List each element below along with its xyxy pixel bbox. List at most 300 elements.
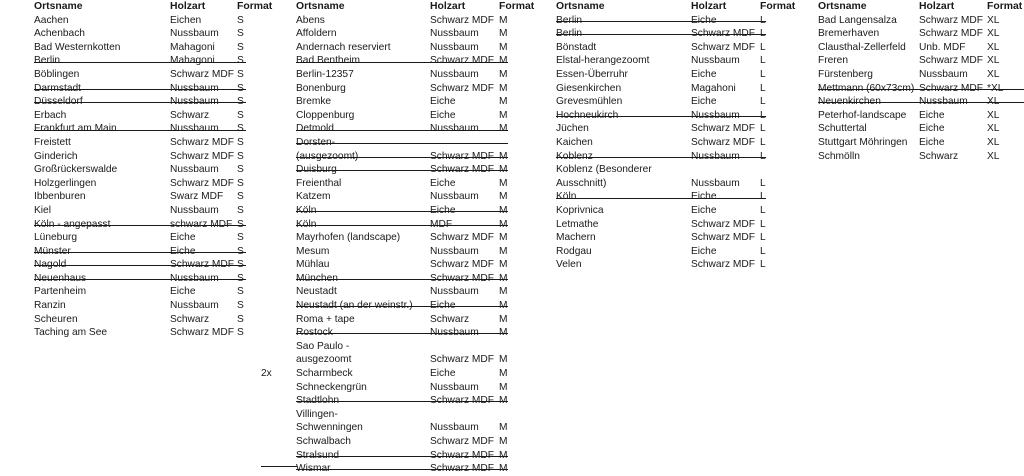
cell-ortsname: München — [296, 272, 338, 284]
cell-format: S — [237, 150, 244, 162]
table-row — [556, 27, 766, 41]
table-row — [296, 177, 508, 191]
header-ortsname: Ortsname — [556, 1, 605, 12]
cell-ortsname: Frankfurt am Main — [34, 123, 117, 135]
cell-ortsname: Mettmann (60x73cm) — [818, 82, 915, 94]
table-row — [296, 299, 508, 313]
table-row — [296, 394, 508, 408]
table-xl-format — [818, 0, 1024, 163]
cell-ortsname: Bad Bentheim — [296, 55, 360, 67]
cell-ortsname: Kiel — [34, 204, 51, 216]
cell-ortsname: Giesenkirchen — [556, 82, 622, 94]
cell-holzart: Schwarz MDF — [430, 150, 494, 162]
cell-holzart: Nussbaum — [430, 245, 479, 257]
cell-format: L — [760, 136, 766, 148]
table-row — [34, 177, 246, 191]
table-row — [296, 421, 508, 435]
cell-holzart: Eiche — [919, 109, 945, 121]
cell-format: M — [499, 41, 508, 53]
table-row — [818, 122, 1024, 136]
cell-format: S — [237, 82, 244, 94]
cell-holzart: Schwarz MDF — [430, 354, 494, 366]
table-row — [818, 150, 1024, 164]
table-row — [296, 54, 508, 68]
cell-holzart: Schwarz MDF — [919, 55, 983, 67]
cell-holzart: Nussbaum — [691, 150, 740, 162]
cell-holzart: Schwarz MDF — [170, 177, 234, 189]
cell-ortsname: Düsseldorf — [34, 96, 83, 108]
cell-holzart: schwarz MDF — [170, 218, 233, 230]
cell-format: S — [237, 123, 244, 135]
cell-holzart: Eiche — [430, 204, 456, 216]
table-row — [818, 68, 1024, 82]
cell-ortsname: Freistett — [34, 136, 71, 148]
cell-format: M — [499, 123, 508, 135]
cell-ortsname: Kaichen — [556, 136, 593, 148]
table-row — [296, 435, 508, 449]
cell-ortsname: Köln - angepasst — [34, 218, 111, 230]
cell-holzart: Schwarz MDF — [430, 436, 494, 447]
cell-format: S — [237, 204, 244, 216]
table-header — [34, 0, 273, 14]
cell-ortsname: Scheuren — [34, 313, 78, 325]
cell-ortsname: Köln — [296, 218, 317, 230]
cell-ortsname: Stralsund — [296, 449, 340, 461]
cell-format: L — [760, 14, 766, 26]
cell-ortsname: Stadtlohn — [296, 395, 340, 407]
header-ortsname: Ortsname — [296, 1, 345, 12]
cell-format: XL — [987, 68, 1000, 80]
table-row — [556, 190, 766, 204]
cell-holzart: Nussbaum — [170, 82, 219, 94]
table-row — [818, 54, 1024, 68]
cell-format: M — [499, 96, 508, 108]
cell-holzart: Eiche — [170, 232, 196, 244]
cell-ortsname: Bremerhaven — [818, 28, 880, 40]
table-row — [296, 68, 508, 82]
table-row — [556, 150, 766, 164]
cell-format: L — [760, 55, 766, 67]
cell-holzart: Eichen — [170, 14, 202, 26]
table-row — [296, 190, 508, 204]
cell-holzart: Eiche — [691, 96, 717, 108]
table-row — [556, 231, 766, 245]
cell-format: M — [499, 150, 508, 162]
table-row — [818, 14, 1024, 28]
cell-format: L — [760, 41, 766, 53]
table-row — [34, 109, 246, 123]
cell-format: S — [237, 55, 244, 67]
cell-holzart: Eiche — [919, 123, 945, 135]
header-format: Format — [499, 1, 535, 12]
cell-ortsname: Lüneburg — [34, 232, 78, 244]
table-row — [556, 258, 766, 272]
cell-ortsname: Ranzin — [34, 300, 66, 312]
cell-format: XL — [987, 109, 1000, 121]
cell-holzart: Nussbaum — [170, 300, 219, 312]
table-row — [556, 41, 766, 55]
table-row — [296, 272, 508, 286]
cell-format: S — [237, 218, 244, 230]
cell-format: L — [760, 82, 766, 94]
cell-ortsname: (ausgezoomt) — [296, 150, 359, 162]
cell-format: M — [499, 381, 508, 393]
strike-line-extension — [261, 466, 297, 467]
cell-ortsname: Koprivnica — [556, 204, 604, 216]
cell-ortsname: Dorsten- — [296, 136, 336, 148]
table-row — [34, 285, 246, 299]
cell-format: L — [760, 28, 766, 40]
cell-format: S — [237, 41, 244, 53]
header-holzart: Holzart — [430, 1, 466, 12]
cell-holzart: Schwarz — [430, 313, 470, 325]
cell-holzart: Nussbaum — [170, 123, 219, 135]
table-row — [34, 272, 246, 286]
table-row — [818, 27, 1024, 41]
cell-ortsname: Neuenhaus — [34, 272, 87, 284]
cell-holzart: Schwarz MDF — [919, 82, 983, 94]
cell-holzart: Eiche — [919, 136, 945, 148]
table-row — [34, 163, 246, 177]
table-row — [556, 163, 766, 177]
table-row — [296, 258, 508, 272]
cell-holzart: Schwarz MDF — [430, 55, 494, 67]
cell-format: S — [237, 232, 244, 244]
cell-ortsname: Berlin-12357 — [296, 68, 354, 80]
cell-holzart: Nussbaum — [430, 191, 479, 203]
table-row — [556, 218, 766, 232]
cell-holzart: Schwarz — [170, 109, 210, 121]
cell-format: M — [499, 82, 508, 94]
cell-holzart: Eiche — [691, 191, 717, 203]
cell-holzart: Schwarz MDF — [170, 259, 234, 271]
table-row — [34, 204, 246, 218]
cell-holzart: Eiche — [691, 68, 717, 80]
cell-format: M — [499, 272, 508, 284]
cell-ortsname: Münster — [34, 245, 71, 257]
table-row — [296, 14, 508, 28]
cell-ortsname: Roma + tape — [296, 313, 355, 325]
cell-ortsname: Mühlau — [296, 259, 330, 271]
cell-holzart: Unb. MDF — [919, 41, 966, 53]
cell-format: M — [499, 422, 508, 434]
cell-holzart: Nussbaum — [170, 204, 219, 216]
cell-holzart: Schwarz MDF — [430, 259, 494, 271]
cell-format: M — [499, 449, 508, 461]
cell-format: M — [499, 218, 508, 230]
cell-ortsname: Freienthal — [296, 177, 342, 189]
cell-holzart: Schwarz MDF — [919, 28, 983, 40]
table-row — [34, 313, 246, 327]
cell-ortsname: Rodgau — [556, 245, 592, 257]
cell-format: M — [499, 300, 508, 312]
cell-holzart: Schwarz — [919, 150, 959, 162]
cell-holzart: Eiche — [430, 109, 456, 121]
table-row — [34, 326, 246, 340]
table-row — [296, 41, 508, 55]
cell-holzart: Nussbaum — [170, 272, 219, 284]
cell-holzart: Eiche — [691, 14, 717, 26]
cell-ortsname: Freren — [818, 55, 849, 67]
cell-format: M — [499, 245, 508, 257]
cell-format: L — [760, 191, 766, 203]
cell-holzart: Eiche — [430, 177, 456, 189]
cell-ortsname: Taching am See — [34, 327, 108, 339]
table-row — [818, 41, 1024, 55]
cell-holzart: Nussbaum — [430, 381, 479, 393]
cell-ortsname: Bremke — [296, 96, 332, 108]
table-row — [34, 14, 246, 28]
cell-ortsname: Grevesmühlen — [556, 96, 623, 108]
cell-format: M — [499, 368, 508, 380]
cell-ortsname: Cloppenburg — [296, 109, 355, 121]
cell-format: L — [760, 123, 766, 135]
cell-holzart: Mahagoni — [170, 41, 215, 53]
header-ortsname: Ortsname — [34, 1, 83, 12]
cell-ortsname: Rostock — [296, 327, 333, 339]
cell-holzart: Mahagoni — [170, 55, 215, 67]
cell-format: M — [499, 109, 508, 121]
table-row — [556, 245, 766, 259]
cell-format: L — [760, 150, 766, 162]
table-row — [296, 163, 508, 177]
cell-holzart: MDF — [430, 218, 453, 230]
cell-holzart: Schwarz MDF — [691, 232, 755, 244]
cell-format: L — [760, 232, 766, 244]
cell-format: L — [760, 68, 766, 80]
cell-format: S — [237, 28, 244, 40]
table-row — [34, 258, 246, 272]
table-row — [556, 136, 766, 150]
cell-format: M — [499, 164, 508, 176]
cell-format: S — [237, 14, 244, 26]
cell-ortsname: Ausschnitt) — [556, 177, 607, 189]
cell-ortsname: Böblingen — [34, 68, 80, 80]
cell-format: M — [499, 177, 508, 189]
table-row — [34, 299, 246, 313]
cell-ortsname: Essen-Überruhr — [556, 68, 628, 80]
header-holzart: Holzart — [170, 1, 206, 12]
cell-format: M — [499, 395, 508, 407]
cell-format: L — [760, 177, 766, 189]
cell-format: XL — [987, 150, 1000, 162]
cell-ortsname: Großrückerswalde — [34, 164, 118, 176]
header-format: Format — [987, 1, 1023, 12]
cell-ortsname: Bönstadt — [556, 41, 597, 53]
cell-holzart: Eiche — [691, 245, 717, 257]
table-row — [34, 82, 246, 96]
cell-format: L — [760, 109, 766, 121]
table-row — [296, 381, 508, 395]
cell-ortsname: ausgezoomt — [296, 354, 352, 366]
cell-holzart: Schwarz MDF — [170, 150, 234, 162]
cell-holzart: Eiche — [170, 286, 196, 298]
cell-ortsname: Hochneukirch — [556, 109, 619, 121]
cell-ortsname: Villingen- — [296, 408, 338, 420]
cell-ortsname: Machern — [556, 232, 596, 244]
cell-ortsname: Berlin — [556, 28, 583, 40]
cell-ortsname: Fürstenberg — [818, 68, 873, 80]
cell-holzart: Nussbaum — [430, 123, 479, 135]
cell-ortsname: Scharmbeck — [296, 368, 353, 380]
cell-ortsname: Mesum — [296, 245, 330, 257]
cell-ortsname: Holzgerlingen — [34, 177, 97, 189]
cell-ortsname: Abens — [296, 14, 325, 26]
cell-ortsname: Koblenz (Besonderer — [556, 164, 652, 176]
cell-holzart: Schwarz MDF — [691, 259, 755, 271]
table-row — [296, 408, 508, 422]
cell-format: M — [499, 313, 508, 325]
cell-format: L — [760, 96, 766, 108]
cell-ortsname: Duisburg — [296, 164, 337, 176]
cell-format: M — [499, 14, 508, 26]
table-row — [34, 231, 246, 245]
cell-holzart: Schwarz MDF — [170, 68, 234, 80]
cell-ortsname: Stuttgart Möhringen — [818, 136, 908, 148]
table-row — [296, 27, 508, 41]
table-row — [556, 204, 766, 218]
cell-holzart: Nussbaum — [430, 327, 479, 339]
cell-format: XL — [987, 96, 1000, 108]
quantity-note: 2x — [261, 368, 272, 379]
table-row — [296, 150, 508, 164]
cell-holzart: Eiche — [430, 368, 456, 380]
table-row — [296, 218, 508, 232]
table-row — [296, 231, 508, 245]
cell-holzart: Schwarz — [170, 313, 210, 325]
cell-holzart: Nussbaum — [430, 68, 479, 80]
cell-ortsname: Köln — [556, 191, 577, 203]
cell-format: M — [499, 259, 508, 271]
cell-holzart: Schwarz MDF — [430, 82, 494, 94]
cell-holzart: Schwarz MDF — [170, 136, 234, 148]
table-row — [556, 82, 766, 96]
cell-format: M — [499, 327, 508, 339]
table-row — [34, 68, 246, 82]
table-row — [296, 136, 508, 150]
cell-holzart: Nussbaum — [430, 41, 479, 53]
cell-ortsname: Schmölln — [818, 150, 860, 162]
table-row — [556, 109, 766, 123]
table-row — [818, 82, 1024, 96]
table-row — [296, 326, 508, 340]
cell-format: S — [237, 327, 244, 339]
cell-ortsname: Clausthal-Zellerfeld — [818, 41, 906, 53]
cell-holzart: Eiche — [170, 245, 196, 257]
table-row — [34, 150, 246, 164]
cell-holzart: Schwarz MDF — [430, 14, 494, 26]
cell-format: S — [237, 300, 244, 312]
cell-holzart: Eiche — [430, 300, 456, 312]
cell-ortsname: Jüchen — [556, 123, 589, 135]
cell-holzart: Eiche — [691, 204, 717, 216]
cell-holzart: Schwarz MDF — [691, 218, 755, 230]
table-row — [34, 27, 246, 41]
header-holzart: Holzart — [919, 1, 955, 12]
cell-format: S — [237, 191, 244, 203]
cell-format: M — [499, 28, 508, 40]
table-row — [34, 218, 246, 232]
cell-ortsname: Aachen — [34, 14, 69, 26]
cell-ortsname: Mayrhofen (landscape) — [296, 232, 401, 244]
cell-holzart: Nussbaum — [170, 28, 219, 40]
table-medium-format — [296, 0, 535, 476]
cell-holzart: Nussbaum — [691, 55, 740, 67]
table-row — [296, 353, 508, 367]
cell-ortsname: Neustadt — [296, 286, 337, 298]
header-format: Format — [237, 1, 273, 12]
cell-holzart: Schwarz MDF — [430, 395, 494, 407]
cell-format: M — [499, 436, 508, 447]
table-row — [556, 122, 766, 136]
table-header — [296, 0, 535, 14]
cell-format: XL — [987, 123, 1000, 135]
table-row — [34, 41, 246, 55]
cell-ortsname: Schwenningen — [296, 422, 363, 434]
table-row — [296, 109, 508, 123]
cell-holzart: Schwarz MDF — [430, 463, 494, 475]
table-row — [34, 95, 246, 109]
cell-ortsname: Darmstadt — [34, 82, 81, 94]
cell-ortsname: Detmold — [296, 123, 334, 135]
cell-ortsname: Ginderich — [34, 150, 78, 162]
cell-holzart: Swarz MDF — [170, 191, 224, 203]
cell-holzart: Nussbaum — [170, 96, 219, 108]
cell-ortsname: Ibbenburen — [34, 191, 86, 203]
cell-format: L — [760, 245, 766, 257]
cell-format: M — [499, 55, 508, 67]
cell-format: M — [499, 286, 508, 298]
cell-holzart: Schwarz MDF — [170, 327, 234, 339]
table-row — [296, 340, 508, 354]
cell-format: S — [237, 177, 244, 189]
header-ortsname: Ortsname — [818, 1, 867, 12]
cell-format: M — [499, 191, 508, 203]
cell-ortsname: Affoldern — [296, 28, 337, 40]
cell-holzart: Schwarz MDF — [919, 14, 983, 26]
table-row — [296, 285, 508, 299]
table-row — [556, 14, 766, 28]
cell-ortsname: Velen — [556, 259, 582, 271]
cell-holzart: Schwarz MDF — [430, 449, 494, 461]
cell-format: XL — [987, 136, 1000, 148]
cell-holzart: Schwarz MDF — [691, 123, 755, 135]
cell-ortsname: Partenheim — [34, 286, 87, 298]
cell-holzart: Nussbaum — [430, 422, 479, 434]
cell-format: S — [237, 164, 244, 176]
cell-holzart: Eiche — [430, 96, 456, 108]
cell-holzart: Schwarz MDF — [691, 136, 755, 148]
cell-ortsname: Peterhof-landscape — [818, 109, 907, 121]
cell-format: XL — [987, 28, 1000, 40]
cell-ortsname: Berlin — [34, 55, 61, 67]
cell-ortsname: Letmathe — [556, 218, 599, 230]
cell-ortsname: Katzem — [296, 191, 331, 203]
cell-ortsname: Berlin — [556, 14, 583, 26]
cell-holzart: Nussbaum — [691, 109, 740, 121]
cell-ortsname: Schuttertal — [818, 123, 867, 135]
header-holzart: Holzart — [691, 1, 727, 12]
cell-format: *XL — [987, 82, 1004, 94]
cell-format: S — [237, 96, 244, 108]
cell-format: S — [237, 136, 244, 148]
table-row — [818, 95, 1024, 109]
cell-ortsname: Neustadt (an der weinstr.) — [296, 300, 413, 312]
table-row — [34, 122, 246, 136]
cell-holzart: Schwarz MDF — [691, 41, 755, 53]
cell-holzart: Nussbaum — [170, 164, 219, 176]
cell-holzart: Nussbaum — [430, 286, 479, 298]
